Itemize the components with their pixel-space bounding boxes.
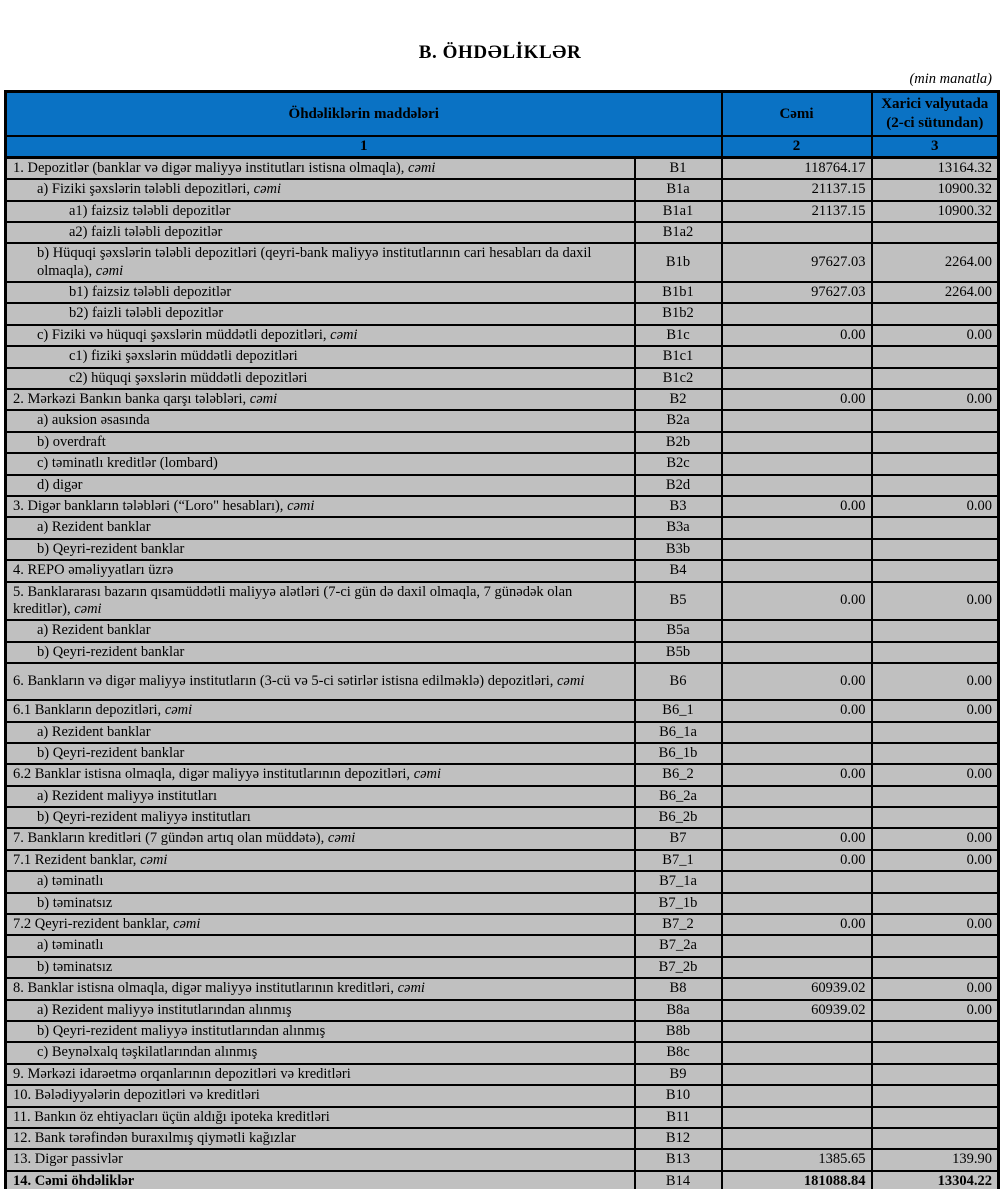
row-total-cell: 97627.03 [722,243,872,282]
row-fx-cell [872,453,999,474]
row-label-cell: b) Qeyri-rezident maliyyə institutlarından alınmış [6,1021,635,1042]
row-code-cell: B1b [635,243,722,282]
row-label-cell: 7.2 Qeyri-rezident banklar, cəmi [6,914,635,935]
header-items-column: Öhdəliklərin maddələri [6,92,722,137]
row-label-cell: c2) hüquqi şəxslərin müddətli depozitləri [6,368,635,389]
row-label-cell: d) digər [6,475,635,496]
row-total-cell: 60939.02 [722,1000,872,1021]
row-total-cell: 0.00 [722,764,872,785]
row-code-cell: B1a2 [635,222,722,243]
header-fx-column: Xarici valyutada (2-ci sütundan) [872,92,999,137]
table-row [6,957,999,978]
row-code-cell: B8b [635,1021,722,1042]
table-row [6,642,999,663]
table-row [6,432,999,453]
row-label-cell: a) auksion əsasında [6,410,635,431]
row-fx-cell: 0.00 [872,582,999,621]
row-fx-cell: 0.00 [872,850,999,871]
row-code-cell: B7_1b [635,893,722,914]
row-total-cell [722,620,872,641]
row-fx-cell: 0.00 [872,325,999,346]
row-label-cell: a) Fiziki şəxslərin tələbli depozitləri, cəmi [6,179,635,200]
row-fx-cell: 0.00 [872,1000,999,1021]
row-total-cell: 0.00 [722,582,872,621]
row-code-cell: B3 [635,496,722,517]
table-row [6,1064,999,1085]
row-total-cell [722,743,872,764]
row-code-cell: B2a [635,410,722,431]
row-code-cell: B7_2a [635,935,722,956]
row-label-cell: b1) faizsiz tələbli depozitlər [6,282,635,303]
row-fx-cell: 2264.00 [872,243,999,282]
row-label-cell: b2) faizli tələbli depozitlər [6,303,635,324]
row-code-cell: B6_1b [635,743,722,764]
row-code-cell: B6_1 [635,700,722,721]
row-label-cell: a) təminatlı [6,871,635,892]
row-fx-cell [872,1128,999,1149]
row-total-cell [722,722,872,743]
row-code-cell: B14 [635,1171,722,1189]
row-label-cell: c1) fiziki şəxslərin müddətli depozitləri [6,346,635,367]
table-row [6,389,999,410]
row-code-cell: B11 [635,1107,722,1128]
row-total-cell [722,475,872,496]
row-total-cell [722,1085,872,1106]
row-total-cell [722,368,872,389]
row-fx-cell [872,410,999,431]
row-fx-cell: 0.00 [872,389,999,410]
row-fx-cell: 0.00 [872,496,999,517]
row-total-cell [722,453,872,474]
row-code-cell: B1 [635,157,722,179]
row-code-cell: B1c2 [635,368,722,389]
row-label-cell: b) təminatsız [6,893,635,914]
row-code-cell: B1b2 [635,303,722,324]
row-fx-cell: 0.00 [872,828,999,849]
row-fx-cell [872,517,999,538]
table-row [6,1000,999,1021]
row-total-cell: 21137.15 [722,201,872,222]
table-row [6,893,999,914]
table-row [6,201,999,222]
table-row [6,539,999,560]
row-fx-cell: 0.00 [872,663,999,700]
row-code-cell: B1a1 [635,201,722,222]
row-fx-cell: 139.90 [872,1149,999,1170]
row-label-cell: 6. Bankların və digər maliyyə institutların (3-cü və 5-ci sətirlər istisna edilməklə) depozitləri, cəmi [6,663,635,700]
row-fx-cell [872,1085,999,1106]
row-label-cell: 14. Cəmi öhdəliklər [6,1171,635,1189]
table-row [6,582,999,621]
row-total-cell: 97627.03 [722,282,872,303]
row-total-cell [722,410,872,431]
row-label-cell: a1) faizsiz tələbli depozitlər [6,201,635,222]
liabilities-table [4,90,1000,1189]
table-row [6,1107,999,1128]
row-total-cell [722,1042,872,1063]
row-total-cell: 0.00 [722,828,872,849]
row-total-cell: 0.00 [722,914,872,935]
header-row-titles [6,92,999,137]
row-label-cell: b) Qeyri-rezident banklar [6,539,635,560]
row-label-cell: a) Rezident banklar [6,620,635,641]
row-total-cell [722,786,872,807]
row-code-cell: B8c [635,1042,722,1063]
row-fx-cell: 13304.22 [872,1171,999,1189]
table-row [6,828,999,849]
row-fx-cell: 10900.32 [872,179,999,200]
row-label-italic-suffix: cəmi [95,262,124,279]
row-fx-cell [872,539,999,560]
row-label-cell: a) Rezident banklar [6,722,635,743]
row-total-cell: 0.00 [722,389,872,410]
table-row [6,453,999,474]
table-header [6,92,999,158]
row-code-cell: B7_2b [635,957,722,978]
row-fx-cell [872,642,999,663]
row-label-cell: b) overdraft [6,432,635,453]
row-fx-cell [872,620,999,641]
row-total-cell: 118764.17 [722,157,872,179]
row-label-italic-suffix: cəmi [330,326,358,343]
row-label-italic-suffix: cəmi [253,181,282,198]
table-row [6,157,999,179]
row-fx-cell: 0.00 [872,764,999,785]
row-total-cell [722,871,872,892]
row-label-cell: 6.2 Banklar istisna olmaqla, digər maliyyə institutlarının depozitləri, cəmi [6,764,635,785]
row-code-cell: B1c [635,325,722,346]
header-total-column: Cəmi [722,92,872,137]
row-fx-cell: 10900.32 [872,201,999,222]
row-code-cell: B2b [635,432,722,453]
table-row [6,1171,999,1189]
row-label-cell: b) Qeyri-rezident maliyyə institutları [6,807,635,828]
table-row [6,935,999,956]
row-code-cell: B8a [635,1000,722,1021]
row-code-cell: B10 [635,1085,722,1106]
row-code-cell: B8 [635,978,722,999]
row-label-italic-suffix: cəmi [556,672,585,689]
table-row [6,303,999,324]
row-label-italic-suffix: cəmi [249,391,278,408]
row-label-cell: c) Beynəlxalq təşkilatlarından alınmış [6,1042,635,1063]
row-label-italic-suffix: cəmi [327,830,356,847]
row-fx-cell [872,368,999,389]
table-row [6,496,999,517]
row-label-cell: 1. Depozitlər (banklar və digər maliyyə institutları istisna olmaqla), cəmi [6,157,635,179]
row-code-cell: B2c [635,453,722,474]
row-code-cell: B13 [635,1149,722,1170]
table-row [6,722,999,743]
row-label-cell: 11. Bankın öz ehtiyacları üçün aldığı ipoteka kreditləri [6,1107,635,1128]
table-row [6,620,999,641]
row-total-cell: 1385.65 [722,1149,872,1170]
row-total-cell [722,560,872,581]
table-row [6,325,999,346]
header-index-1: 1 [6,136,722,157]
row-code-cell: B3a [635,517,722,538]
row-fx-cell [872,957,999,978]
table-row [6,663,999,700]
row-label-cell: 5. Banklararası bazarın qısamüddətli maliyyə alətləri (7-ci gün də daxil olmaqla, 7 günədək olan kreditlər), cəmi [6,582,635,621]
table-row [6,517,999,538]
row-code-cell: B7 [635,828,722,849]
row-fx-cell: 0.00 [872,914,999,935]
table-row [6,243,999,282]
row-fx-cell [872,893,999,914]
row-total-cell [722,1107,872,1128]
table-row [6,368,999,389]
table-row [6,410,999,431]
row-label-cell: 4. REPO əməliyyatları üzrə [6,560,635,581]
row-label-cell: c) təminatlı kreditlər (lombard) [6,453,635,474]
row-code-cell: B9 [635,1064,722,1085]
row-fx-cell [872,475,999,496]
row-total-cell [722,1128,872,1149]
row-code-cell: B6_1a [635,722,722,743]
row-code-cell: B7_2 [635,914,722,935]
row-code-cell: B2d [635,475,722,496]
table-row [6,914,999,935]
row-label-cell: 12. Bank tərəfindən buraxılmış qiymətli kağızlar [6,1128,635,1149]
row-fx-cell [872,303,999,324]
row-total-cell [722,517,872,538]
row-fx-cell [872,935,999,956]
row-label-cell: a) Rezident maliyyə institutlarından alınmış [6,1000,635,1021]
table-row [6,222,999,243]
row-total-cell [722,642,872,663]
row-code-cell: B1a [635,179,722,200]
row-code-cell: B4 [635,560,722,581]
row-fx-cell [872,1064,999,1085]
table-row [6,850,999,871]
row-total-cell [722,303,872,324]
row-total-cell: 0.00 [722,850,872,871]
row-code-cell: B6_2 [635,764,722,785]
row-fx-cell [872,807,999,828]
row-fx-cell [872,560,999,581]
row-total-cell [722,807,872,828]
row-label-cell: 7. Bankların kreditləri (7 gündən artıq olan müddətə), cəmi [6,828,635,849]
row-code-cell: B5a [635,620,722,641]
table-row [6,179,999,200]
row-total-cell [722,1021,872,1042]
row-label-cell: 10. Bələdiyyələrin depozitləri və kreditləri [6,1085,635,1106]
row-label-italic-suffix: cəmi [164,702,193,719]
row-fx-cell: 0.00 [872,700,999,721]
row-label-cell: b) təminatsız [6,957,635,978]
row-label-italic-suffix: cəmi [140,851,168,868]
row-fx-cell [872,1021,999,1042]
table-row [6,764,999,785]
row-fx-cell [872,222,999,243]
table-row [6,743,999,764]
table-row [6,475,999,496]
row-total-cell: 21137.15 [722,179,872,200]
table-row [6,786,999,807]
row-code-cell: B1b1 [635,282,722,303]
row-fx-cell: 2264.00 [872,282,999,303]
row-code-cell: B2 [635,389,722,410]
row-code-cell: B6_2a [635,786,722,807]
row-label-cell: b) Qeyri-rezident banklar [6,743,635,764]
row-total-cell: 60939.02 [722,978,872,999]
table-row [6,560,999,581]
row-label-cell: 6.1 Bankların depozitləri, cəmi [6,700,635,721]
row-fx-cell: 0.00 [872,978,999,999]
row-label-cell: a2) faizli tələbli depozitlər [6,222,635,243]
table-row [6,1021,999,1042]
row-label-cell: 9. Mərkəzi idarəetmə orqanlarının depozitləri və kreditləri [6,1064,635,1085]
row-label-italic-suffix: cəmi [287,498,315,514]
row-fx-cell [872,871,999,892]
row-code-cell: B7_1 [635,850,722,871]
row-fx-cell [872,1107,999,1128]
unit-note: (min manatla) [909,71,992,87]
row-label-cell: 13. Digər passivlər [6,1149,635,1170]
row-label-italic-suffix: cəmi [408,159,436,176]
row-fx-cell: 13164.32 [872,157,999,179]
row-total-cell [722,1064,872,1085]
row-fx-cell [872,722,999,743]
row-code-cell: B5 [635,582,722,621]
report-page [0,42,1000,1189]
row-code-cell: B7_1a [635,871,722,892]
row-label-cell: a) Rezident maliyyə institutları [6,786,635,807]
row-total-cell [722,957,872,978]
row-code-cell: B6_2b [635,807,722,828]
row-fx-cell [872,743,999,764]
row-label-italic-suffix: cəmi [413,766,442,783]
table-row [6,346,999,367]
row-fx-cell [872,786,999,807]
row-label-italic-suffix: cəmi [397,980,425,997]
table-row [6,700,999,721]
header-row-index [6,136,999,157]
row-total-cell [722,893,872,914]
row-fx-cell [872,432,999,453]
row-code-cell: B6 [635,663,722,700]
row-code-cell: B5b [635,642,722,663]
page-title: B. ÖHDƏLİKLƏR [418,42,582,63]
table-row [6,1128,999,1149]
row-total-cell: 0.00 [722,700,872,721]
row-total-cell: 0.00 [722,325,872,346]
row-total-cell: 181088.84 [722,1171,872,1189]
table-row [6,1042,999,1063]
row-label-cell: a) Rezident banklar [6,517,635,538]
row-total-cell: 0.00 [722,496,872,517]
row-total-cell [722,432,872,453]
row-label-italic-suffix: cəmi [173,916,201,933]
header-index-2: 2 [722,136,872,157]
table-body [6,157,999,1189]
table-row [6,1149,999,1170]
row-label-cell: a) təminatlı [6,935,635,956]
row-total-cell [722,222,872,243]
row-label-cell: 3. Digər bankların tələbləri (“Loro" hesabları), cəmi [6,496,635,517]
row-label-cell: 7.1 Rezident banklar, cəmi [6,850,635,871]
table-row [6,1085,999,1106]
row-label-cell: 2. Mərkəzi Bankın banka qarşı tələbləri, cəmi [6,389,635,410]
table-row [6,282,999,303]
header-index-3: 3 [872,136,999,157]
row-total-cell: 0.00 [722,663,872,700]
table-row [6,807,999,828]
row-fx-cell [872,346,999,367]
row-fx-cell [872,1042,999,1063]
row-label-cell: 8. Banklar istisna olmaqla, digər maliyyə institutlarının kreditləri, cəmi [6,978,635,999]
row-total-cell [722,935,872,956]
row-total-cell [722,346,872,367]
table-row [6,978,999,999]
row-code-cell: B1c1 [635,346,722,367]
row-label-cell: b) Hüquqi şəxslərin tələbli depozitləri (qeyri-bank maliyyə institutlarının cari hesabları da daxil olmaqla), cəmi [6,243,635,282]
row-label-cell: b) Qeyri-rezident banklar [6,642,635,663]
row-code-cell: B3b [635,539,722,560]
row-label-italic-suffix: cəmi [74,600,102,617]
row-total-cell [722,539,872,560]
row-code-cell: B12 [635,1128,722,1149]
table-row [6,871,999,892]
row-label-cell: c) Fiziki və hüquqi şəxslərin müddətli depozitləri, cəmi [6,325,635,346]
